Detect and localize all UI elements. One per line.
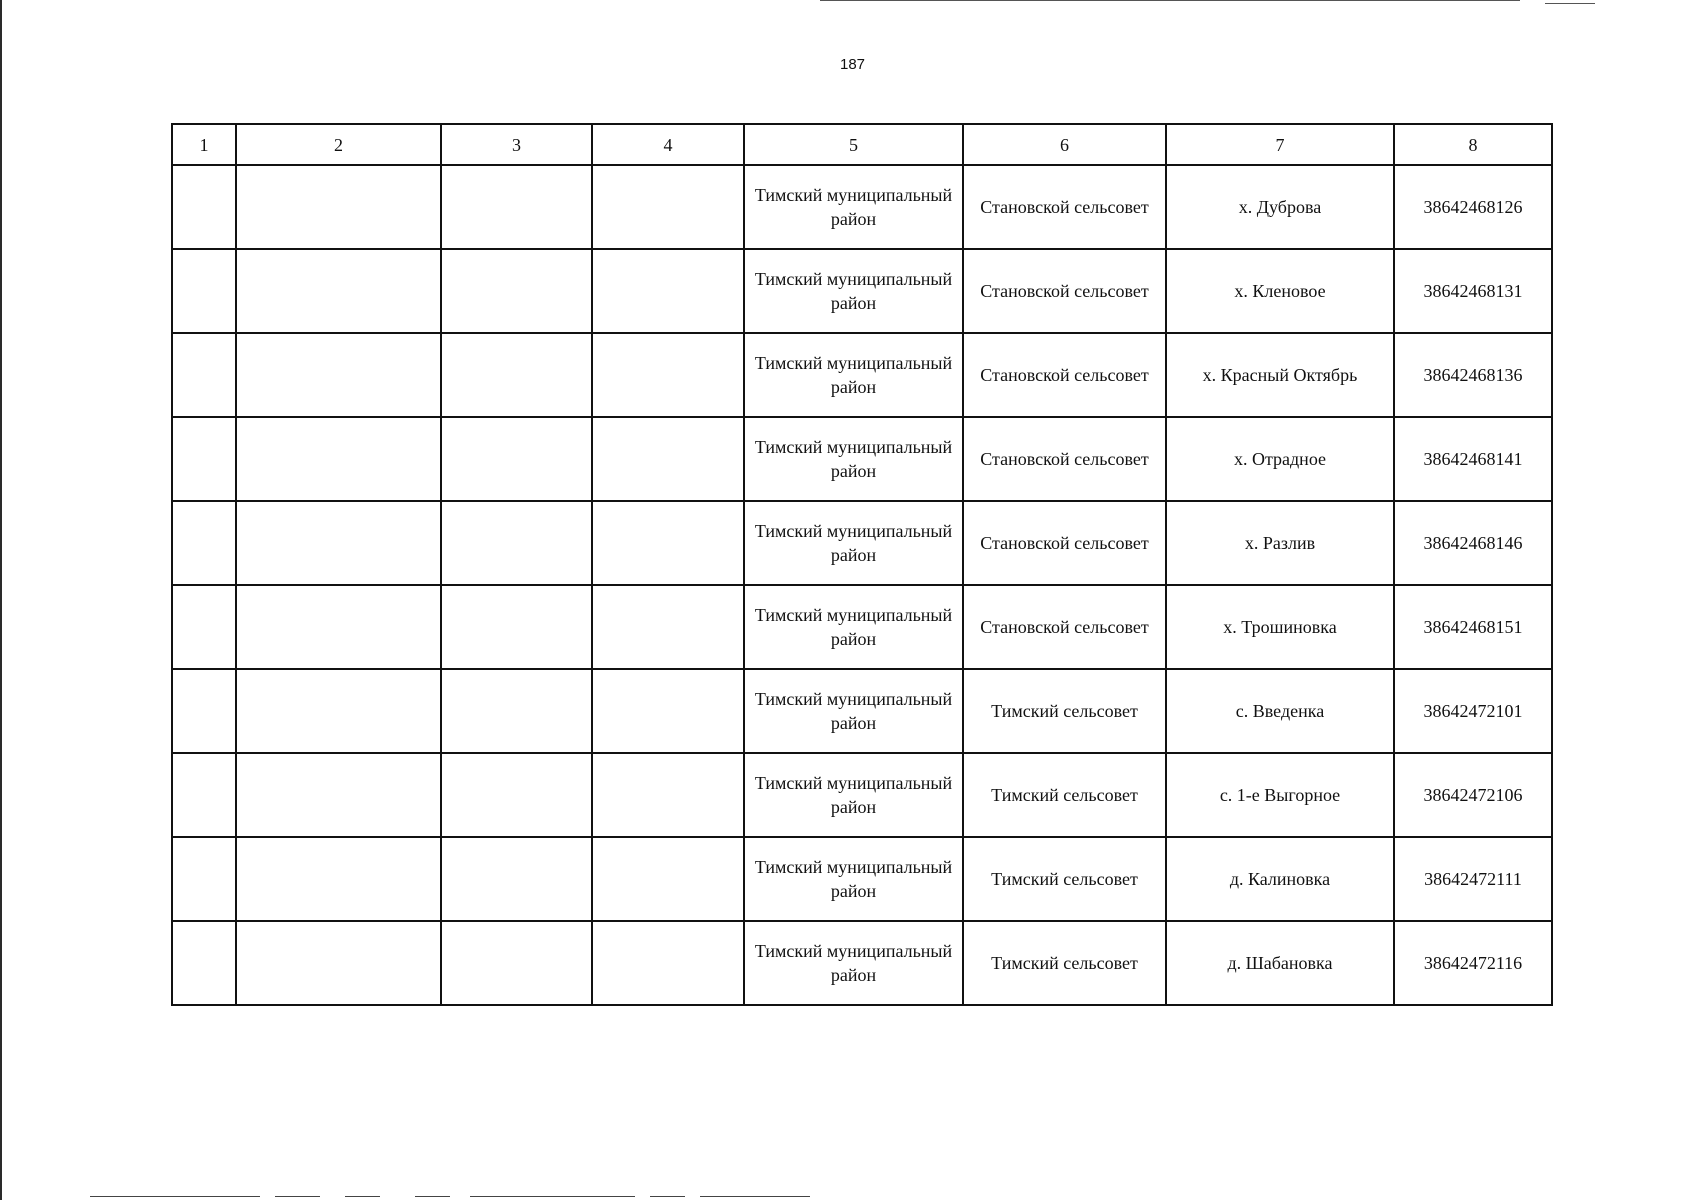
cell-council: Становской сельсовет <box>963 417 1166 501</box>
cell-settlement: х. Разлив <box>1166 501 1394 585</box>
cell-settlement: с. 1-е Выгорное <box>1166 753 1394 837</box>
scan-line-bottom-5 <box>470 1196 635 1197</box>
cell-col1 <box>172 837 236 921</box>
cell-col2 <box>236 753 441 837</box>
header-col-3: 3 <box>441 124 592 165</box>
cell-settlement: д. Калиновка <box>1166 837 1394 921</box>
cell-col3 <box>441 669 592 753</box>
scan-line-top <box>820 0 1520 1</box>
cell-district: Тимский муниципальный район <box>744 585 963 669</box>
cell-col2 <box>236 669 441 753</box>
cell-district: Тимский муниципальный район <box>744 753 963 837</box>
table-row <box>172 249 1552 333</box>
cell-col3 <box>441 165 592 249</box>
cell-council: Тимский сельсовет <box>963 669 1166 753</box>
cell-col3 <box>441 417 592 501</box>
cell-code: 38642468136 <box>1394 333 1552 417</box>
cell-settlement: х. Кленовое <box>1166 249 1394 333</box>
table-row <box>172 165 1552 249</box>
cell-district: Тимский муниципальный район <box>744 165 963 249</box>
header-row <box>172 124 1552 165</box>
cell-col4 <box>592 165 744 249</box>
header-col-5: 5 <box>744 124 963 165</box>
cell-code: 38642468141 <box>1394 417 1552 501</box>
cell-district: Тимский муниципальный район <box>744 921 963 1005</box>
cell-code: 38642472116 <box>1394 921 1552 1005</box>
cell-col2 <box>236 165 441 249</box>
table-row <box>172 921 1552 1005</box>
cell-code: 38642468131 <box>1394 249 1552 333</box>
cell-col4 <box>592 501 744 585</box>
cell-col4 <box>592 585 744 669</box>
scan-line-bottom-7 <box>700 1196 810 1197</box>
cell-col3 <box>441 837 592 921</box>
cell-council: Становской сельсовет <box>963 585 1166 669</box>
scan-line-bottom-1 <box>90 1196 260 1197</box>
cell-col2 <box>236 921 441 1005</box>
cell-col2 <box>236 249 441 333</box>
cell-district: Тимский муниципальный район <box>744 669 963 753</box>
cell-col4 <box>592 417 744 501</box>
cell-col1 <box>172 501 236 585</box>
cell-code: 38642468146 <box>1394 501 1552 585</box>
cell-district: Тимский муниципальный район <box>744 501 963 585</box>
cell-col4 <box>592 753 744 837</box>
cell-col1 <box>172 165 236 249</box>
cell-settlement: с. Введенка <box>1166 669 1394 753</box>
cell-council: Становской сельсовет <box>963 165 1166 249</box>
cell-district: Тимский муниципальный район <box>744 249 963 333</box>
cell-settlement: х. Отрадное <box>1166 417 1394 501</box>
cell-col3 <box>441 921 592 1005</box>
cell-code: 38642468126 <box>1394 165 1552 249</box>
cell-col3 <box>441 333 592 417</box>
cell-col1 <box>172 753 236 837</box>
cell-col1 <box>172 249 236 333</box>
cell-council: Тимский сельсовет <box>963 753 1166 837</box>
header-col-4: 4 <box>592 124 744 165</box>
cell-settlement: х. Дуброва <box>1166 165 1394 249</box>
cell-code: 38642472111 <box>1394 837 1552 921</box>
scan-line-bottom-3 <box>345 1196 380 1197</box>
cell-col2 <box>236 333 441 417</box>
scan-line-bottom-2 <box>275 1196 320 1197</box>
header-col-6: 6 <box>963 124 1166 165</box>
cell-council: Тимский сельсовет <box>963 921 1166 1005</box>
cell-col4 <box>592 669 744 753</box>
header-col-2: 2 <box>236 124 441 165</box>
cell-col4 <box>592 921 744 1005</box>
cell-col3 <box>441 501 592 585</box>
cell-district: Тимский муниципальный район <box>744 837 963 921</box>
scan-line-top-right <box>1545 3 1595 4</box>
cell-council: Становской сельсовет <box>963 249 1166 333</box>
cell-council: Становской сельсовет <box>963 333 1166 417</box>
cell-col4 <box>592 333 744 417</box>
cell-col4 <box>592 837 744 921</box>
table-row <box>172 333 1552 417</box>
scan-edge-left <box>0 0 2 1200</box>
header-col-1: 1 <box>172 124 236 165</box>
scan-line-bottom-4 <box>415 1196 450 1197</box>
cell-council: Становской сельсовет <box>963 501 1166 585</box>
cell-col1 <box>172 921 236 1005</box>
cell-district: Тимский муниципальный район <box>744 417 963 501</box>
cell-code: 38642468151 <box>1394 585 1552 669</box>
cell-council: Тимский сельсовет <box>963 837 1166 921</box>
cell-col3 <box>441 249 592 333</box>
table-row <box>172 417 1552 501</box>
table-row <box>172 753 1552 837</box>
table-row <box>172 669 1552 753</box>
register-table <box>171 123 1553 1006</box>
cell-district: Тимский муниципальный район <box>744 333 963 417</box>
cell-col2 <box>236 585 441 669</box>
cell-col1 <box>172 585 236 669</box>
table-row <box>172 585 1552 669</box>
cell-col2 <box>236 501 441 585</box>
table-row <box>172 501 1552 585</box>
cell-settlement: х. Красный Октябрь <box>1166 333 1394 417</box>
cell-col4 <box>592 249 744 333</box>
table-row <box>172 837 1552 921</box>
cell-code: 38642472106 <box>1394 753 1552 837</box>
cell-col3 <box>441 585 592 669</box>
cell-col3 <box>441 753 592 837</box>
cell-col1 <box>172 333 236 417</box>
scan-line-bottom-6 <box>650 1196 685 1197</box>
header-col-7: 7 <box>1166 124 1394 165</box>
header-col-8: 8 <box>1394 124 1552 165</box>
cell-col2 <box>236 417 441 501</box>
cell-col1 <box>172 669 236 753</box>
page-number: 187 <box>839 56 866 73</box>
cell-settlement: д. Шабановка <box>1166 921 1394 1005</box>
cell-col2 <box>236 837 441 921</box>
cell-settlement: х. Трошиновка <box>1166 585 1394 669</box>
cell-code: 38642472101 <box>1394 669 1552 753</box>
cell-col1 <box>172 417 236 501</box>
